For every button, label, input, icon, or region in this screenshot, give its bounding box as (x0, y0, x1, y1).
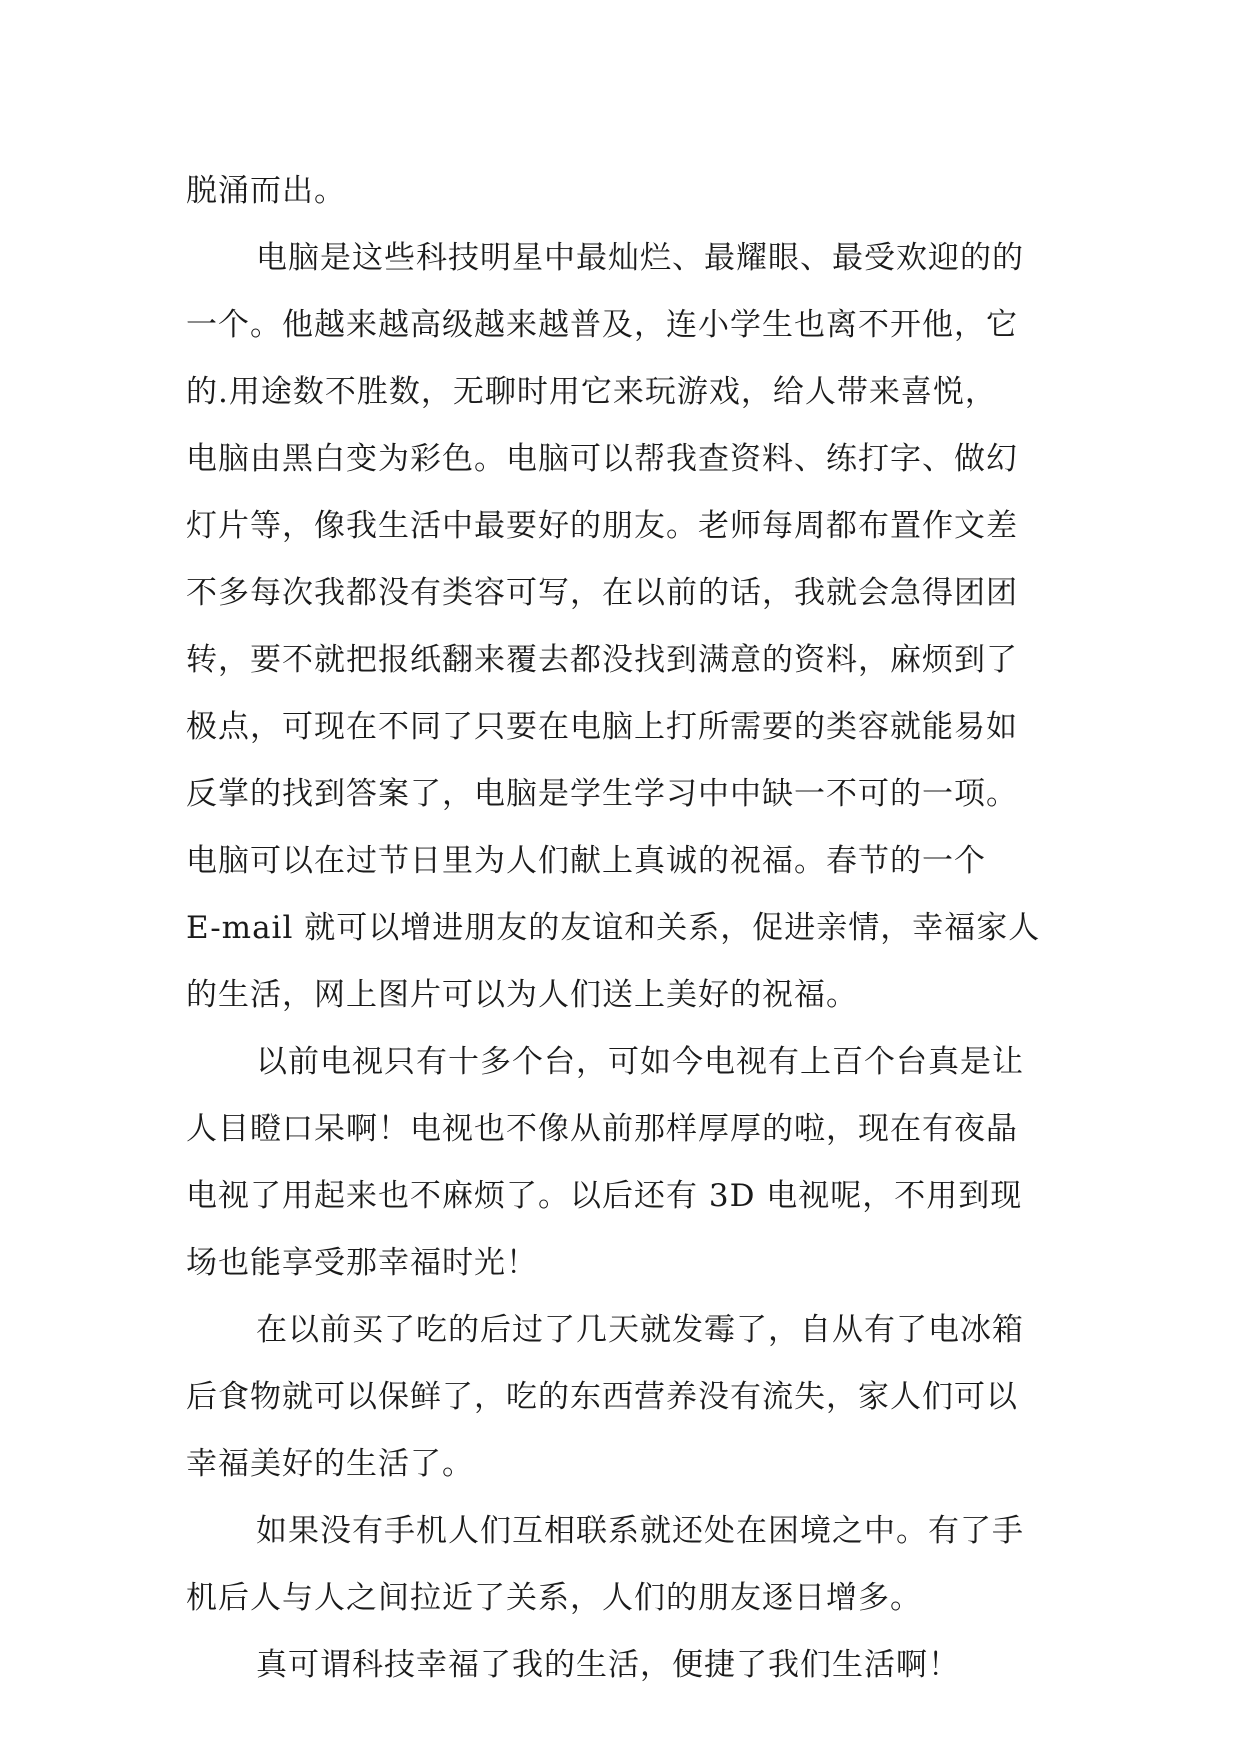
text-line: 不多每次我都没有类容可写，在以前的话，我就会急得团团 (186, 575, 1018, 611)
text-line: 灯片等，像我生活中最要好的朋友。老师每周都布置作文差 (186, 508, 1018, 544)
text-line: 电脑可以在过节日里为人们献上真诚的祝福。春节的一个 (186, 843, 986, 879)
text-line: 电视了用起来也不麻烦了。以后还有 3D 电视呢，不用到现 (186, 1178, 1023, 1214)
text-line: 反掌的找到答案了，电脑是学生学习中中缺一不可的一项。 (186, 776, 1018, 812)
text-line: 如果没有手机人们互相联系就还处在困境之中。有了手 (256, 1513, 1024, 1549)
text-line: 电脑由黑白变为彩色。电脑可以帮我查资料、练打字、做幻 (186, 441, 1018, 477)
text-line: 场也能享受那幸福时光！ (186, 1245, 538, 1281)
text-line: 以前电视只有十多个台，可如今电视有上百个台真是让 (256, 1044, 1024, 1080)
text-line: 极点，可现在不同了只要在电脑上打所需要的类容就能易如 (186, 709, 1018, 745)
text-line: 幸福美好的生活了。 (186, 1446, 474, 1482)
text-line: 的生活，网上图片可以为人们送上美好的祝福。 (186, 977, 858, 1013)
text-line: 电脑是这些科技明星中最灿烂、最耀眼、最受欢迎的的 (256, 240, 1024, 276)
text-line: 一个。他越来越高级越来越普及，连小学生也离不开他，它 (186, 307, 1018, 343)
text-line: 真可谓科技幸福了我的生活，便捷了我们生活啊！ (256, 1647, 960, 1683)
text-line: E-mail 就可以增进朋友的友谊和关系，促进亲情，幸福家人 (186, 910, 1041, 946)
text-line: 人目瞪口呆啊！电视也不像从前那样厚厚的啦，现在有夜晶 (186, 1111, 1018, 1147)
text-line: 机后人与人之间拉近了关系，人们的朋友逐日增多。 (186, 1580, 922, 1616)
text-line: 的.用途数不胜数，无聊时用它来玩游戏，给人带来喜悦， (186, 374, 997, 410)
text-line: 脱涌而出。 (186, 173, 346, 209)
text-line: 在以前买了吃的后过了几天就发霉了，自从有了电冰箱 (256, 1312, 1024, 1348)
text-line: 转，要不就把报纸翻来覆去都没找到满意的资料，麻烦到了 (186, 642, 1018, 678)
text-line: 后食物就可以保鲜了，吃的东西营养没有流失，家人们可以 (186, 1379, 1018, 1415)
body-text (186, 158, 1086, 1699)
